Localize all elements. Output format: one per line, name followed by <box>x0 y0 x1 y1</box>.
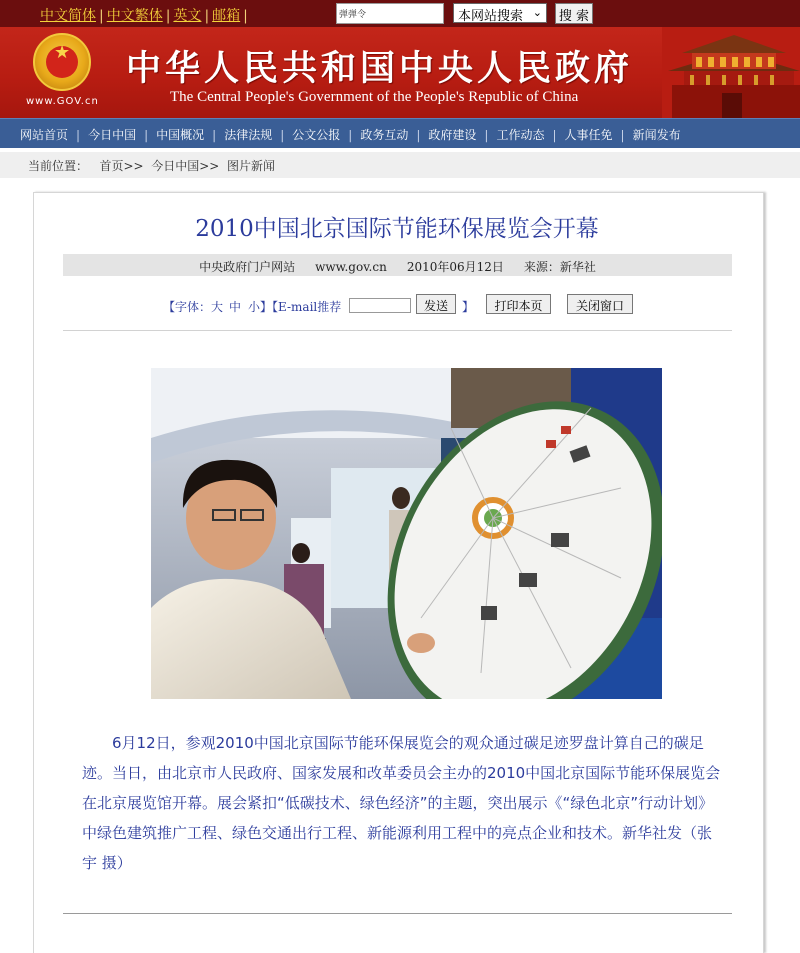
carbon-footprint-compass-photo <box>151 368 662 699</box>
nav-item-appointments[interactable] <box>565 126 633 143</box>
nav-item-label: 公文公报 <box>292 128 341 142</box>
nav-item-government[interactable] <box>428 126 496 143</box>
close-window-button[interactable]: 关闭窗口 <box>567 294 633 314</box>
nav-item-work-updates[interactable] <box>496 126 564 143</box>
site-search-input[interactable]: 弹弹令 <box>336 3 444 24</box>
site-title-chinese: 中华人民共和国中央人民政府 <box>126 49 634 89</box>
search-scope-select[interactable] <box>453 3 547 23</box>
nav-item-label: 法律法规 <box>224 128 273 142</box>
nav-item-laws[interactable] <box>224 126 292 143</box>
separator: | <box>99 8 104 24</box>
language-links <box>40 5 251 25</box>
star-icon: ★ <box>54 42 71 63</box>
tools-close-bracket: 】 <box>462 300 475 314</box>
font-size-label: 【字体： <box>163 300 212 314</box>
separator: | <box>76 128 81 142</box>
font-small-link[interactable]: 小 <box>248 300 261 314</box>
nav-item-label: 中国概况 <box>156 128 205 142</box>
nav-item-home[interactable] <box>20 126 88 143</box>
article-meta-bar <box>63 254 732 276</box>
meta-source-site: 中央政府门户网站 <box>199 260 296 274</box>
search-scope-value: 本网站搜索 <box>458 9 524 24</box>
font-medium-link[interactable]: 中 <box>229 300 242 314</box>
nav-item-label: 今日中国 <box>88 128 137 142</box>
nav-item-label: 政府建设 <box>428 128 477 142</box>
site-banner <box>0 27 800 118</box>
chevron-down-icon: ⌄ <box>532 6 542 19</box>
email-recommend-label: 】【E-mail推荐 <box>260 300 342 314</box>
email-field[interactable] <box>349 298 411 313</box>
breadcrumb-home-link[interactable]: 首页>> <box>99 159 144 173</box>
breadcrumb-today-china-link[interactable]: 今日中国>> <box>151 159 220 173</box>
separator: | <box>348 128 353 142</box>
tiananmen-gate-image <box>662 27 800 118</box>
main-navigation <box>0 118 800 148</box>
breadcrumb-label: 当前位置： <box>28 159 89 173</box>
separator: | <box>204 8 210 24</box>
top-bar <box>0 0 800 27</box>
separator: | <box>484 128 489 142</box>
caption-paragraph: 6月12日，参观2010中国北京国际节能环保展览会的观众通过碳足迹罗盘计算自己的碳足迹。当日，由北京市人民政府、国家发展和改革委员会主办的2010中国北京国际节能环保展览会在北京展览馆开幕。展会紧扣“低碳技术、绿色经济”的主题，突出展示《“绿色北京”行动计划》中绿色建筑推广工程、绿色交通出行工程、新能源利用工程中的亮点企业和技术。新华社发（张宇 摄） <box>82 734 721 872</box>
send-button[interactable]: 发送 <box>416 294 456 314</box>
site-title-english: The Central People's Government of the People's Republic of China <box>170 89 579 105</box>
meta-domain: www.gov.cn <box>315 260 387 274</box>
meta-date: 2010年06月12日 <box>406 260 504 274</box>
lang-traditional-link[interactable]: 中文繁体 <box>106 8 163 24</box>
nav-item-label: 工作动态 <box>496 128 545 142</box>
nav-item-label: 政务互动 <box>360 128 409 142</box>
article-title: 2010中国北京国际节能环保展览会开幕 <box>195 216 599 242</box>
breadcrumb <box>0 152 800 178</box>
site-url: www.GOV.cn <box>26 96 99 107</box>
breadcrumb-current: 图片新闻 <box>227 159 276 173</box>
lang-simplified-link[interactable]: 中文简体 <box>40 8 96 24</box>
font-large-link[interactable]: 大 <box>211 300 224 314</box>
separator: | <box>280 128 285 142</box>
separator: | <box>165 8 171 24</box>
nav-item-today-china[interactable] <box>88 126 156 143</box>
nav-item-press[interactable] <box>633 126 681 143</box>
separator: | <box>144 128 149 142</box>
nav-item-documents[interactable] <box>292 126 360 143</box>
separator: | <box>416 128 421 142</box>
separator: | <box>620 128 625 142</box>
nav-item-interaction[interactable] <box>360 126 428 143</box>
national-emblem-icon[interactable] <box>33 33 91 91</box>
print-button[interactable]: 打印本页 <box>486 294 551 314</box>
divider <box>63 330 732 331</box>
meta-source: 来源：新华社 <box>523 260 596 274</box>
divider <box>63 913 732 914</box>
article-photo <box>151 368 662 699</box>
nav-item-label: 网站首页 <box>20 128 69 142</box>
lang-english-link[interactable]: 英文 <box>173 8 202 24</box>
nav-item-label: 人事任免 <box>564 128 613 142</box>
article-caption <box>82 728 722 878</box>
nav-item-label: 新闻发布 <box>632 128 681 142</box>
separator: | <box>243 8 248 24</box>
mailbox-link[interactable]: 邮箱 <box>212 8 241 24</box>
search-button[interactable]: 搜 索 <box>555 3 593 24</box>
nav-item-china-overview[interactable] <box>156 126 224 143</box>
separator: | <box>212 128 217 142</box>
separator: | <box>552 128 557 142</box>
